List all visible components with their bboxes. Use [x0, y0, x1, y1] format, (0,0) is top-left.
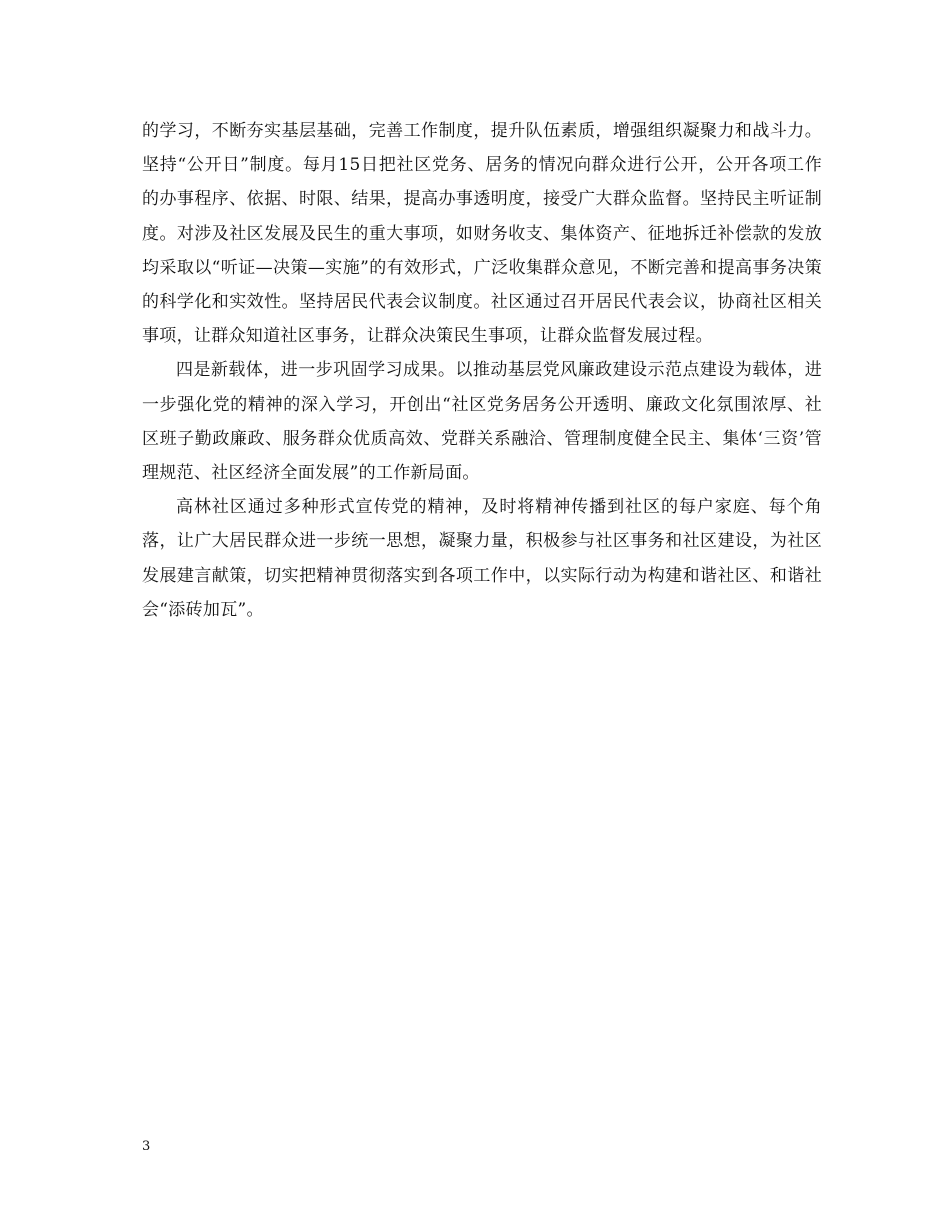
page-number: 3 — [142, 1139, 151, 1154]
body-text — [142, 114, 822, 627]
paragraph-3: 高林社区通过多种形式宣传党的精神，及时将精神传播到社区的每户家庭、每个角落，让广大居民群众进一步统一思想，凝聚力量，积极参与社区事务和社区建设，为社区发展建言献策，切实把精神贯彻落实到各项工作中，以实际行动为构建和谐社区、和谐社会“添砖加瓦”。 — [142, 497, 822, 620]
paragraph-2: 四是新载体，进一步巩固学习成果。以推动基层党风廉政建设示范点建设为载体，进一步强化党的精神的深入学习，开创出“社区党务居务公开透明、廉政文化氛围浓厚、社区班子勤政廉政、服务群众优质高效、党群关系融洽、管理制度健全民主、集体‘三资’管理规范、社区经济全面发展”的工作新局面。 — [142, 360, 822, 484]
paragraph-1: 的学习，不断夯实基层基础，完善工作制度，提升队伍素质，增强组织凝聚力和战斗力。坚持“公开日”制度。每月15日把社区党务、居务的情况向群众进行公开，公开各项工作的办事程序、依据、时限、结果，提高办事透明度，接受广大群众监督。坚持民主听证制度。对涉及社区发展及民生的重大事项，如财务收支、集体资产、征地拆迁补偿款的发放均采取以“听证—决策—实施”的有效形式，广泛收集群众意见，不断完善和提高事务决策的科学化和实效性。坚持居民代表会议制度。社区通过召开居民代表会议，协商社区相关事项，让群众知道社区事务，让群众决策民生事项，让群众监督发展过程。 — [142, 121, 822, 347]
